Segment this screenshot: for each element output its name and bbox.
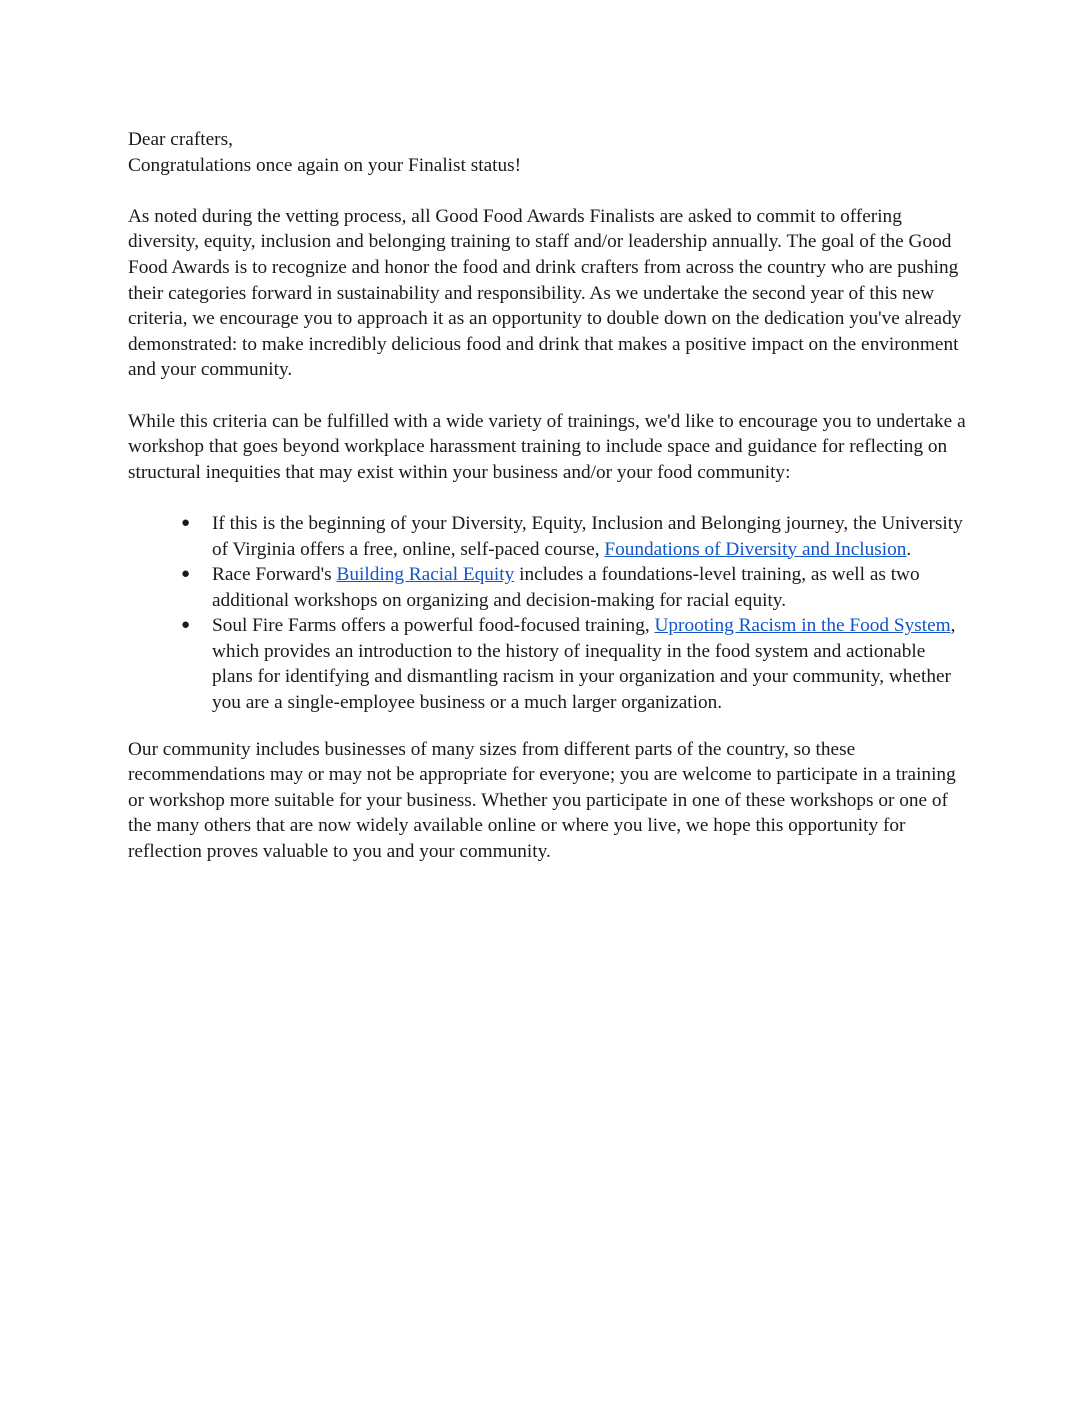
list-item-text: Race Forward's (212, 564, 337, 586)
list-item-text: , which provides an introduction to the history of inequality in the food system and actionable plans for identifying and dismantling racism in your organization and your community, whether you are a single-employee business or a much larger organization. (212, 615, 956, 714)
list-item-text: If this is the beginning of your Diversity, Equity, Inclusion and Belonging journey, the University of Virginia offers a free, online, self-paced course, (212, 512, 963, 560)
list-item-text: Soul Fire Farms offers a powerful food-focused training, (212, 615, 655, 637)
bullet-icon: ● (181, 566, 191, 583)
training-list (128, 511, 968, 716)
bullet-icon: ● (181, 617, 191, 634)
paragraph-trainings: While this criteria can be fulfilled with a wide variety of trainings, we'd like to encourage you to undertake a workshop that goes beyond workplace harassment training to include space and guidance for reflecting on structural inequities that may exist within your business and/or your food community: (128, 410, 966, 483)
link-uprooting-racism[interactable]: Uprooting Racism in the Food System (654, 615, 951, 637)
blank-line (128, 178, 968, 204)
bullet-icon: ● (181, 514, 191, 531)
paragraph-criteria: As noted during the vetting process, all Good Food Awards Finalists are asked to commit to offering diversity, equity, inclusion and belonging training to staff and/or leadership annually. The goal of the Good Food Awards is to recognize and honor the food and drink crafters from across the country who are pushing their categories forward in sustainability and responsibility. As we undertake the second year of this new criteria, we encourage you to approach it as an opportunity to double down on the dedication you've already demonstrated: to make incredibly delicious food and drink that makes a positive impact on the environment and your community. (128, 205, 962, 381)
list-item-text: includes a foundations-level training, as well as two additional workshops on organizing and decision-making for racial equity. (212, 564, 920, 611)
paragraph-closing: Our community includes businesses of many sizes from different parts of the country, so these recommendations may or may not be appropriate for everyone; you are welcome to participate in a training or workshop more suitable for your business. Whether you participate in one of these workshops or one of the many others that are now widely available online or where you live, we hope this opportunity for reflection proves valuable to you and your community. (128, 738, 956, 863)
list-item (181, 511, 968, 562)
link-foundations-diversity-inclusion[interactable]: Foundations of Diversity and Inclusion (604, 538, 907, 560)
list-item (181, 562, 968, 613)
letter-body (128, 127, 968, 890)
list-item-text: . (906, 538, 912, 560)
list-item (181, 613, 968, 715)
link-building-racial-equity[interactable]: Building Racial Equity (336, 564, 515, 586)
salutation: Dear crafters, (128, 129, 233, 150)
congratulations-line: Congratulations once again on your Finalist status! (128, 154, 522, 176)
